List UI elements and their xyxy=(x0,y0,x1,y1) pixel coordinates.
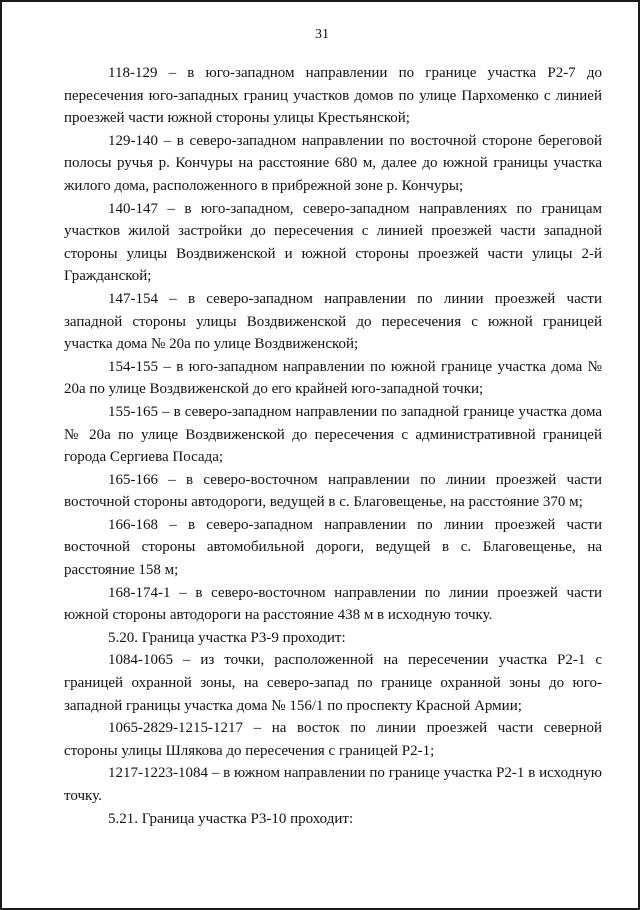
paragraph-1084-1065: 1084-1065 – из точки, расположенной на пересечении участка Р2-1 с границей охранной зоны, на северо-запад по границе охранной зоны до юго-западной границы участка дома № 156/1 по проспекту Красной Армии; xyxy=(64,652,602,714)
page-number: 31 xyxy=(315,27,329,42)
paragraph-1065-2829-1215-1217: 1065-2829-1215-1217 – на восток по линии проезжей части северной стороны улицы Шлякова до пересечения с границей Р2-1; xyxy=(64,720,602,759)
paragraph-166-168: 166-168 – в северо-западном направлении по линии проезжей части восточной стороны автомобильной дороги, ведущей в с. Благовещенье, на расстояние 158 м; xyxy=(64,516,602,579)
paragraph-129-140: 129-140 – в северо-западном направлении по восточной стороне береговой полосы ручья р. Кончуры на расстояние 680 м, далее до южной границы участка жилого дома, расположенного в прибрежной зоне р. Кончуры; xyxy=(64,132,602,194)
section-heading-5-20: 5.20. Граница участка Р3-9 проходит: xyxy=(108,629,346,646)
section-heading-5-21: 5.21. Граница участка Р3-10 проходит: xyxy=(108,810,354,827)
paragraph-154-155: 154-155 – в юго-западном направлении по южной границе участка дома № 20а по улице Воздвиженской до его крайней юго-западной точки; xyxy=(64,358,602,398)
paragraph-155-165: 155-165 – в северо-западном направлении по западной границе участка дома № 20а по улице Воздвиженской до пересечения с административной границей города Сергиева Посада; xyxy=(64,403,602,466)
paragraph-168-174-1: 168-174-1 – в северо-восточном направлении по линии проезжей части южной стороны автодороги на расстояние 438 м в исходную точку. xyxy=(64,584,602,624)
paragraph-140-147: 140-147 – в юго-западном, северо-западном направлениях по границам участков жилой застройки до пересечения с линией проезжей части западной стороны улицы Воздвиженской и южной стороны проезжей части улицы 2-й Гражданской; xyxy=(64,200,602,285)
paragraph-118-129: 118-129 – в юго-западном направлении по границе участка Р2-7 до пересечения юго-западных границ участков домов по улице Пархоменко с линией проезжей части южной стороны улицы Крестьянской; xyxy=(64,65,602,127)
paragraph-147-154: 147-154 – в северо-западном направлении по линии проезжей части западной стороны улицы Воздвиженской до пересечения с южной границей участка дома № 20а по улице Воздвиженской; xyxy=(64,290,602,353)
paragraph-165-166: 165-166 – в северо-восточном направлении по линии проезжей части восточной стороны автодороги, ведущей в с. Благовещенье, на расстояние 370 м; xyxy=(64,471,602,511)
paragraph-1217-1223-1084: 1217-1223-1084 – в южном направлении по границе участка Р2-1 в исходную точку. xyxy=(64,765,602,804)
document-body xyxy=(64,62,602,830)
